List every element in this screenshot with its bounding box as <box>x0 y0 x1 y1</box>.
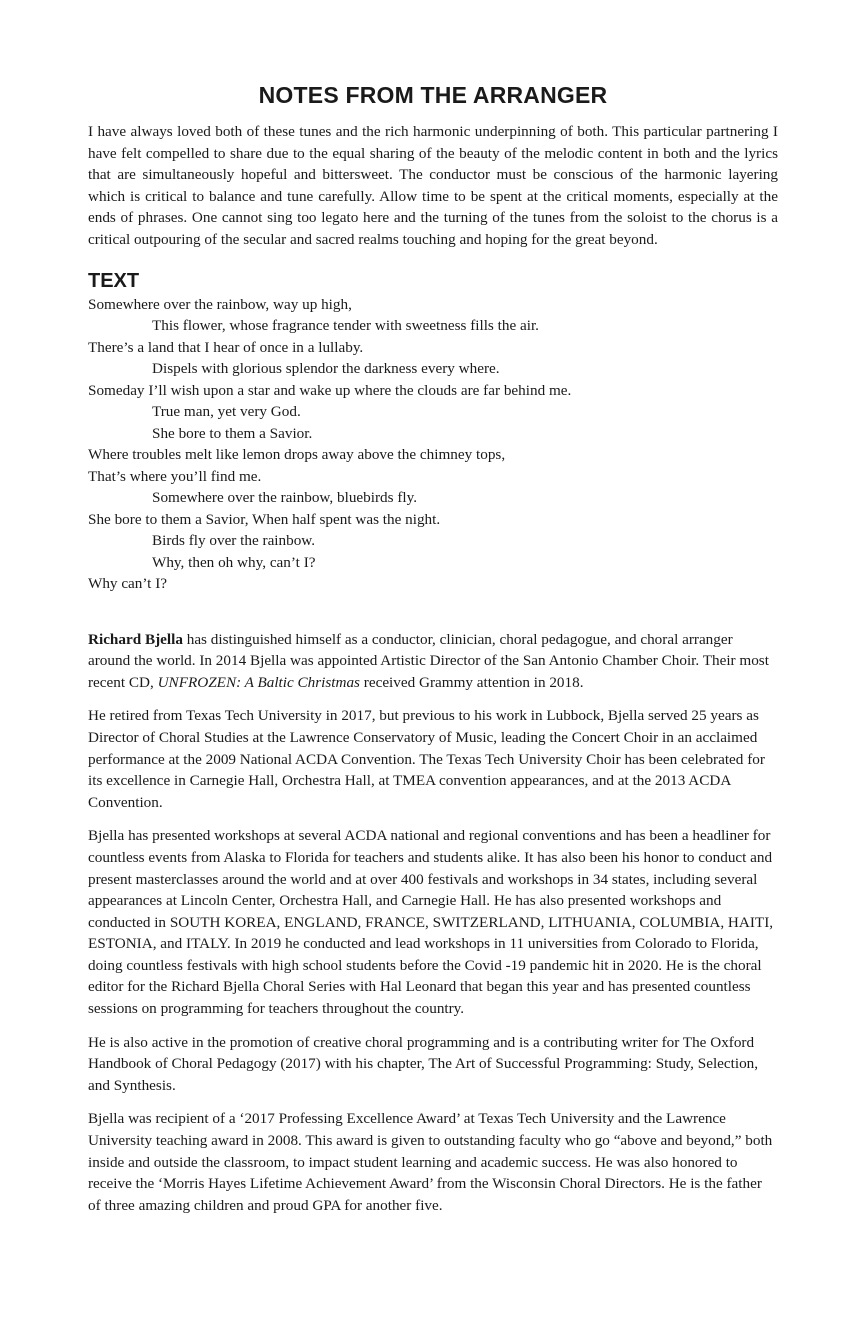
lyric-line: Where troubles melt like lemon drops away above the chimney tops, <box>88 446 506 464</box>
lyrics-list <box>88 294 778 595</box>
bio-paragraph-5: Bjella was recipient of a ‘2017 Professing Excellence Award’ at Texas Tech University and the Lawrence University teaching award in 2008. This award is given to outstanding faculty who go “above and beyond,” both inside and outside the classroom, to impact student learning and academic success. He was also honored to receive the ‘Morris Hayes Lifetime Achievement Award’ from the Wisconsin Choral Directors. He is the father of three amazing children and proud GPA for another five. <box>88 1110 773 1214</box>
lyric-line: That’s where you’ll find me. <box>88 467 262 485</box>
cd-title: UNFROZEN: A Baltic Christmas <box>157 673 360 691</box>
bio-name: Richard Bjella <box>88 630 183 648</box>
bio-paragraph-1 <box>88 629 778 694</box>
lyric-line: Birds fly over the rainbow. <box>152 532 316 550</box>
bio-text: has distinguished himself as a conductor, clinician, choral pedagogue, and choral arranger around the world. In 2014 Bjella was appointed Artistic Director of the San Antonio Chamber Choir. Their most recent CD, <box>88 630 769 691</box>
biography <box>88 629 778 1217</box>
bio-paragraph-2: He retired from Texas Tech University in 2017, but previous to his work in Lubbock, Bjella served 25 years as Director of Choral Studies at the Lawrence Conservatory of Music, leading the Concert Choir in an acclaimed performance at the 2009 National ACDA Convention. The Texas Tech University Choir has been celebrated for its excellence in Carnegie Hall, Orchestra Hall, at TMEA convention appearances, and at the 2013 ACDA Convention. <box>88 707 765 811</box>
lyric-line: Why can’t I? <box>88 575 167 593</box>
text-heading: TEXT <box>88 269 140 292</box>
lyric-line: True man, yet very God. <box>152 403 301 421</box>
lyric-line: Someday I’ll wish upon a star and wake up where the clouds are far behind me. <box>88 381 572 399</box>
lyric-line: Somewhere over the rainbow, way up high, <box>88 295 352 313</box>
bio-paragraph-3: Bjella has presented workshops at several ACDA national and regional conventions and has been a headliner for countless events from Alaska to Florida for teachers and students alike. It has also been his honor to conduct and present masterclasses around the world and at over 400 festivals and workshops in 34 states, including several appearances at Lincoln Center, Orchestra Hall, and Carnegie Hall. He has also presented workshops and conducted in SOUTH KOREA, ENGLAND, FRANCE, SWITZERLAND, LITHUANIA, COLUMBIA, HAITI, ESTONIA, and ITALY. In 2019 he conducted and lead workshops in 11 universities from Colorado to Florida, doing countless festivals with high school students before the Covid -19 pandemic hit in 2020. He is the choral editor for the Richard Bjella Choral Series with Hal Leonard that began this year and has presented countless sessions on programming for teachers throughout the country. <box>88 827 774 1018</box>
lyric-line: Why, then oh why, can’t I? <box>152 553 316 571</box>
lyric-line: She bore to them a Savior, When half spent was the night. <box>88 510 441 528</box>
lyric-line: She bore to them a Savior. <box>152 424 313 442</box>
page-title: NOTES FROM THE ARRANGER <box>258 82 608 108</box>
lyric-line: Somewhere over the rainbow, bluebirds fly. <box>152 489 418 507</box>
document-page <box>88 82 778 1228</box>
lyric-line: This flower, whose fragrance tender with sweetness fills the air. <box>152 317 539 335</box>
bio-paragraph-4: He is also active in the promotion of creative choral programming and is a contributing writer for The Oxford Handbook of Choral Pedagogy (2017) with his chapter, The Art of Successful Programming: Study, Selection, and Synthesis. <box>88 1033 759 1094</box>
lyric-line: There’s a land that I hear of once in a lullaby. <box>88 338 364 356</box>
lyric-line: Dispels with glorious splendor the darkness every where. <box>152 360 500 378</box>
bio-text: received Grammy attention in 2018. <box>359 673 584 691</box>
arranger-notes: I have always loved both of these tunes and the rich harmonic underpinning of both. This particular partnering I have felt compelled to share due to the equal sharing of the beauty of the melodic content in both and the lyrics that are simultaneously hopeful and bittersweet. The conductor must be conscious of the harmonic layering which is critical to balance and tune carefully. Allow time to be spent at the critical moments, especially at the ends of phrases. One cannot sing too legato here and the turning of the tunes from the soloist to the chorus is a critical outpouring of the secular and sacred realms touching and hoping for the great beyond. <box>88 123 778 248</box>
